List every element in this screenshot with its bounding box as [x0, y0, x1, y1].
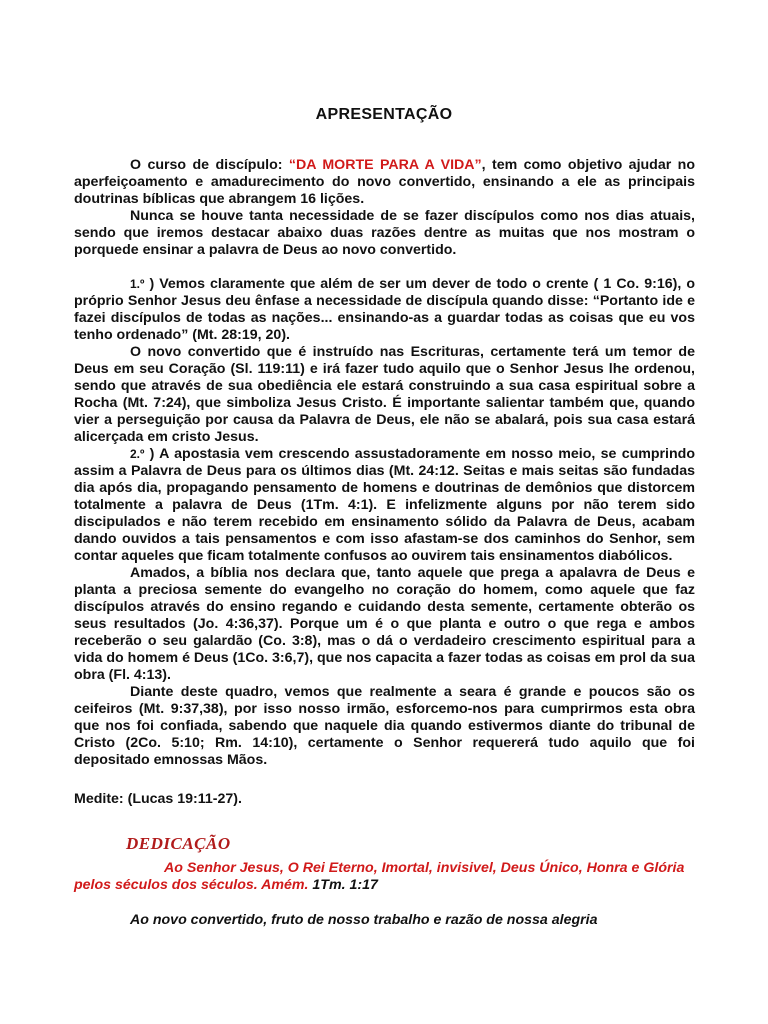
dedication-verse: Ao Senhor Jesus, O Rei Eterno, Imortal, invisivel, Deus Único, Honra e Glória pelos séculos dos séculos. Amém.	[74, 860, 685, 893]
point-two-text: ) A apostasia vem crescendo assustadoramente em nosso meio, se cumprindo assim a Palavra de Deus para os últimos dias (Mt. 24:12. Seitas e mais seitas são fundadas dia após dia, propagando pensamento de homens e doutrinas de demônios que distorcem totalmente a palavra de Deus (1Tm. 4:1). E infelizmente alguns por não terem sido discipulados e não terem recebido em ensinamento sólido da Palavra de Deus, acabam dando ouvidos a tais pensamentos e com isso afastam-se dos caminhos do Senhor, sem contar aqueles que ficam totalmente confusos ao ouvirem tais ensinamentos diabólicos.	[74, 446, 695, 564]
dedication-heading: DEDICAÇÃO	[126, 834, 231, 853]
harvest-paragraph: Diante deste quadro, vemos que realmente a seara é grande e poucos são os ceifeiros (Mt. 9:37,38), por isso nosso irmão, esforcemo-nos para cumprirmos esta obra que nos foi confiada, sabendo que naquele dia quando estivermos diante do tribunal de Cristo (2Co. 5:10; Rm. 14:10), certamente o Senhor requererá tudo aquilo que foi depositado emnossas Mãos.	[74, 684, 695, 768]
course-title-quote: “DA MORTE PARA A VIDA”	[288, 157, 482, 173]
intro-paragraph	[74, 157, 695, 208]
meditate-reference: Medite: (Lucas 19:11-27).	[74, 791, 242, 807]
point-one-continuation: O novo convertido que é instruído nas Escrituras, certamente terá um temor de Deus em seu Coração (Sl. 119:11) e irá fazer tudo aquilo que o Senhor Jesus lhe ordenou, sendo que através de sua obediência ele estará construindo a sua casa espiritual sobre a Rocha (Mt. 7:24), que simboliza Jesus Cristo. É importante salientar também que, quando vier a perseguição por causa da Palavra de Deus, ele não se abalará, pois sua casa estará alicerçada em cristo Jesus.	[74, 344, 695, 445]
necessity-paragraph: Nunca se houve tanta necessidade de se fazer discípulos como nos dias atuais, sendo que iremos destacar abaixo duas razões dentre as muitas que nos mostram o porquede ensinar a palavra de Deus ao novo convertido.	[74, 208, 695, 258]
intro-text-start: O curso de discípulo:	[130, 157, 289, 173]
point-two-paragraph	[74, 446, 695, 565]
dedication-reference: 1Tm. 1:17	[308, 877, 378, 893]
point-one-number: 1.º	[130, 277, 145, 291]
point-one-paragraph	[74, 276, 695, 344]
page-title: APRESENTAÇÃO	[315, 106, 453, 123]
point-one-text: ) Vemos claramente que além de ser um dever de todo o crente ( 1 Co. 9:16), o próprio Senhor Jesus deu ênfase a necessidade de discípula quando disse: “Portanto ide e fazei discípulos de todas as nações... ensinando-as a guardar todas as coisas que eu vos tenho ordenado” (Mt. 28:19, 20).	[74, 276, 695, 343]
presentation-body	[74, 157, 695, 769]
intro-text-end: , tem como objetivo ajudar no aperfeiçoamento e amadurecimento do novo convertido, ensinando a ele as principais doutrinas bíblicas que abrangem 16 lições.	[74, 157, 695, 207]
point-two-number: 2.º	[130, 447, 145, 461]
dedication-text	[74, 860, 695, 894]
beloved-paragraph: Amados, a bíblia nos declara que, tanto aquele que prega a apalavra de Deus e planta a preciosa semente do evangelho no coração do homem, como aquele que faz discípulos através do ensino regando e cuidando desta semente, certamente obterão os seus resultados (Jo. 4:36,37). Porque um é o que planta e outro o que rega e ambos receberão o seu galardão (Co. 3:8), mas o dá o verdadeiro crescimento espiritual para a vida do homem é Deus (1Co. 3:6,7), que nos capacita a fazer todas as coisas em prol da sua obra (Fl. 4:13).	[74, 565, 695, 683]
dedication-closing: Ao novo convertido, fruto de nosso trabalho e razão de nossa alegria	[130, 912, 598, 928]
